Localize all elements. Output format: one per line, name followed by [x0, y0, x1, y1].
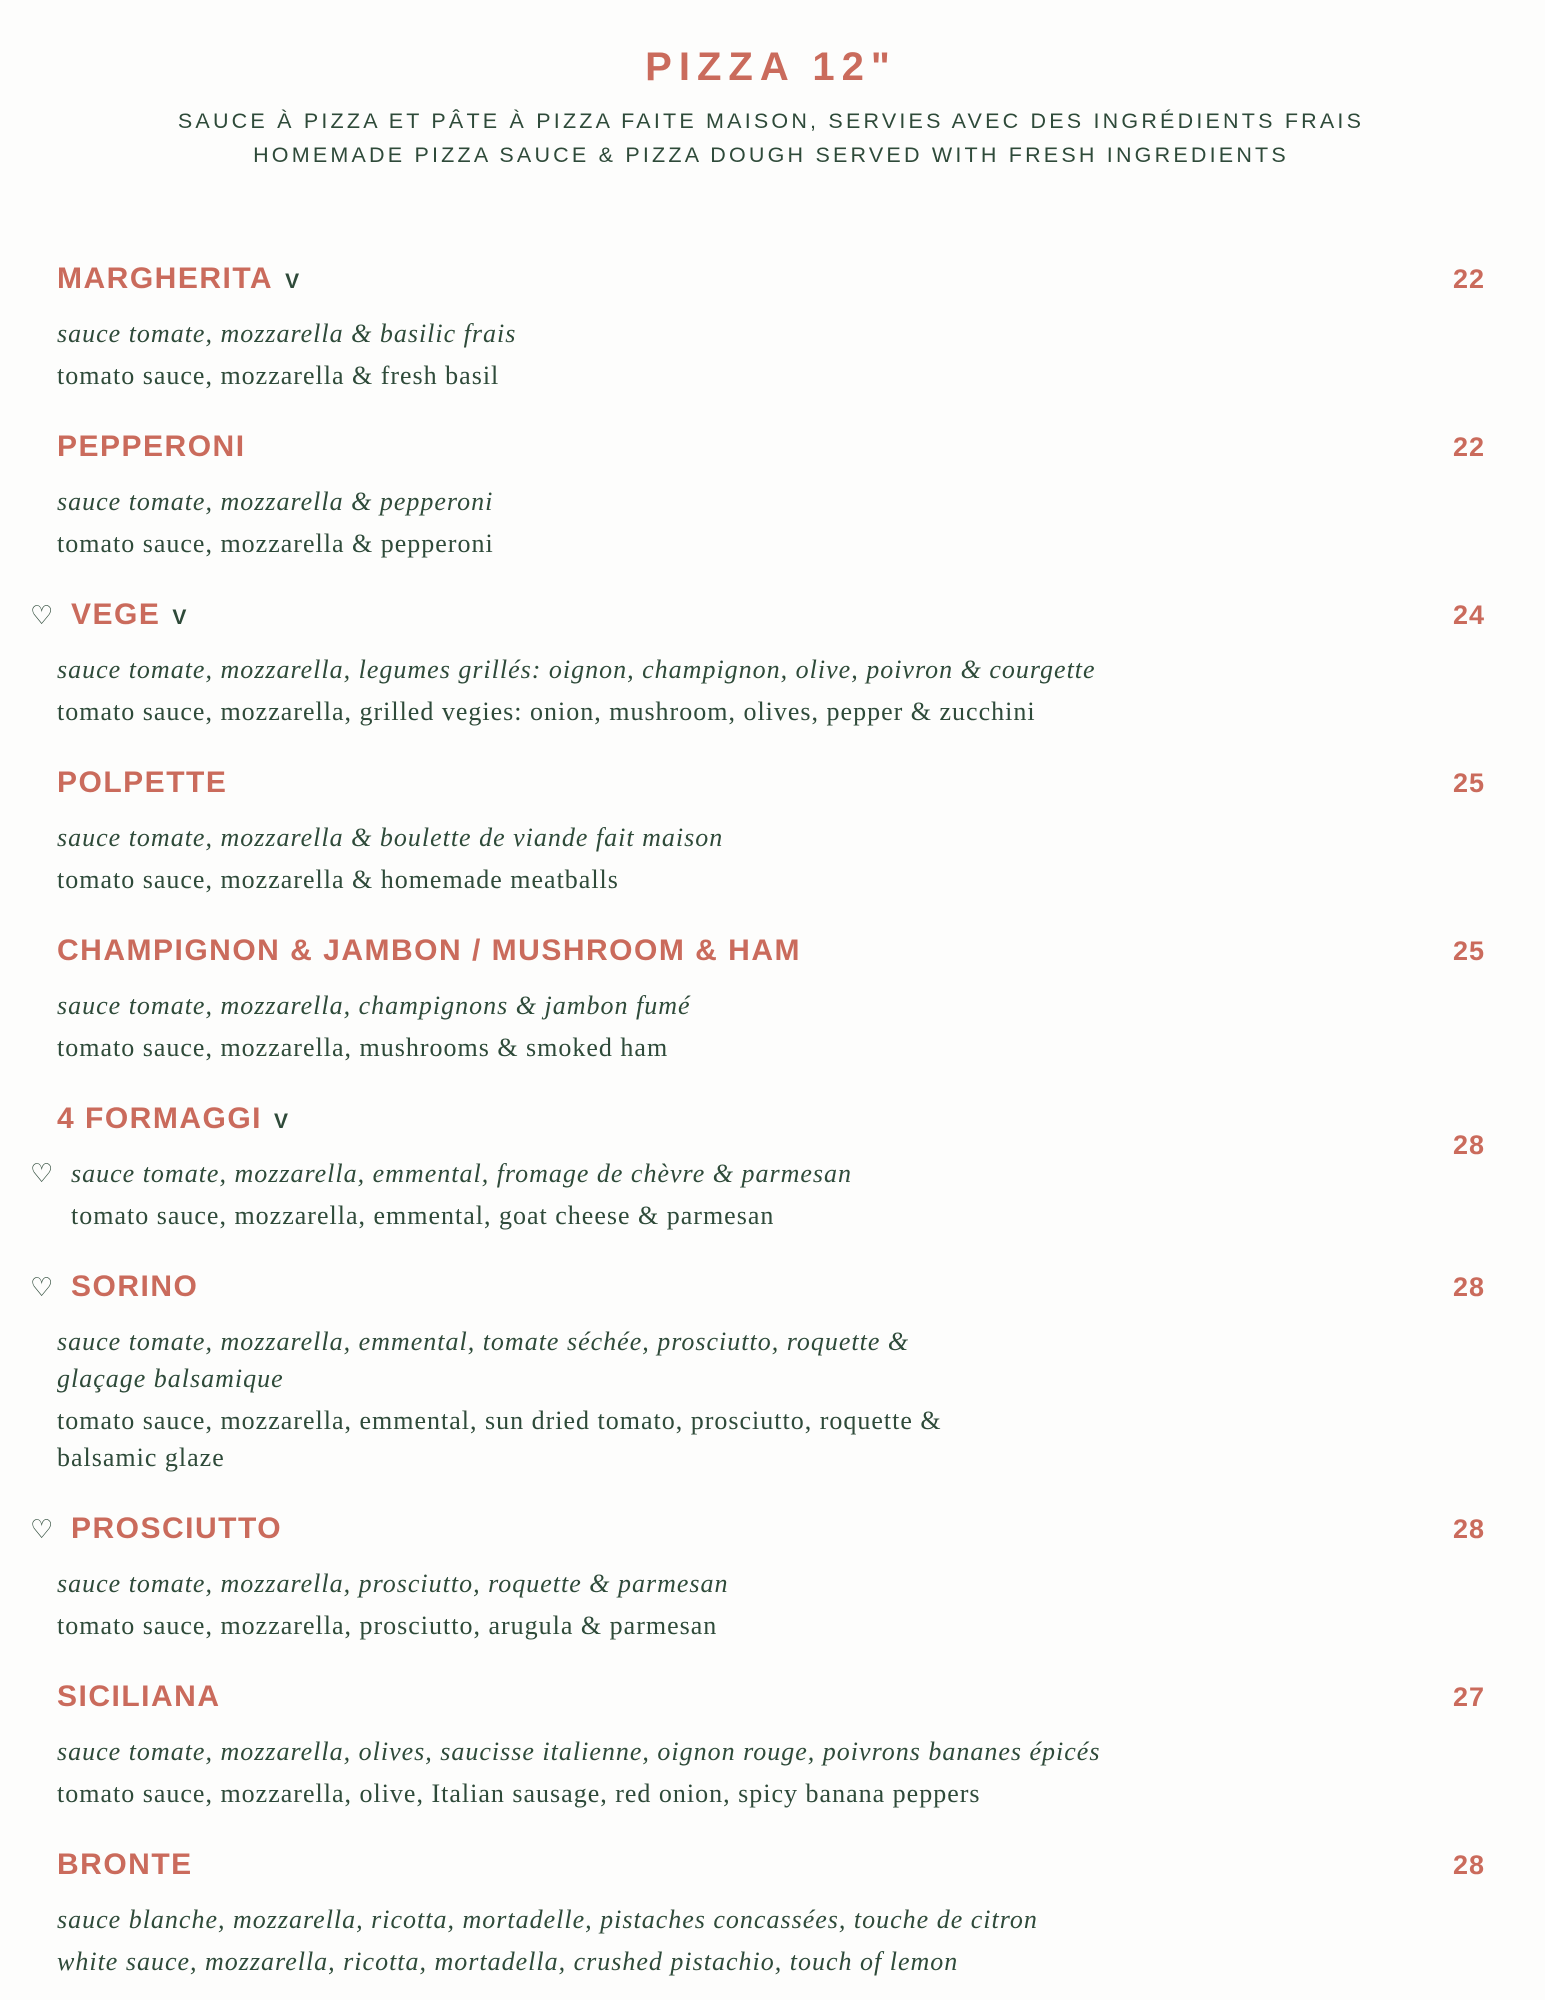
- item-name: BRONTE: [57, 1848, 193, 1881]
- item-name: SICILIANA: [57, 1680, 221, 1713]
- item-description-en: tomato sauce, mozzarella & homemade meatballs: [57, 865, 619, 894]
- item-name: 4 FORMAGGI: [57, 1102, 263, 1135]
- item-description-fr-line2: glaçage balsamique: [57, 1364, 284, 1393]
- item-name: POLPETTE: [57, 766, 228, 799]
- item-description-fr: sauce tomate, mozzarella & boulette de viande fait maison: [57, 823, 724, 852]
- item-description-fr: [30, 1155, 1271, 1192]
- item-title-row: [57, 934, 1485, 973]
- menu-item-vege: [30, 598, 1485, 730]
- item-description-fr: sauce tomate, mozzarella, olives, saucisse italienne, oignon rouge, poivrons bananes épicés: [57, 1737, 1101, 1766]
- item-description-en: tomato sauce, mozzarella, prosciutto, arugula & parmesan: [57, 1611, 718, 1640]
- subtitle-english: HOMEMADE PIZZA SAUCE & PIZZA DOUGH SERVED WITH FRESH INGREDIENTS: [253, 143, 1289, 167]
- menu-item-pepperoni: [57, 430, 1485, 562]
- menu-item-polpette: [57, 766, 1485, 898]
- menu-item-margherita: [57, 262, 1485, 394]
- item-price: 24: [1452, 600, 1485, 630]
- item-name: SORINO: [71, 1270, 199, 1303]
- item-price: 25: [1452, 936, 1485, 966]
- item-price: 27: [1452, 1682, 1485, 1712]
- item-description-en: [57, 1402, 1257, 1476]
- menu-item-champignon-jambon: [57, 934, 1485, 1066]
- item-title-row: [30, 1512, 1485, 1551]
- item-description-fr: sauce tomate, mozzarella, champignons & jambon fumé: [57, 991, 691, 1020]
- item-name: MARGHERITA: [57, 262, 274, 295]
- vegetarian-icon: V: [172, 606, 188, 629]
- item-price: 25: [1452, 768, 1485, 798]
- item-name: VEGE: [71, 598, 161, 631]
- item-title-row: [57, 430, 1485, 469]
- menu-item-prosciutto: [30, 1512, 1485, 1644]
- menu-item-sorino: [30, 1270, 1485, 1476]
- favorite-heart-icon: ♡: [30, 601, 54, 631]
- item-description-en-line1: tomato sauce, mozzarella, emmental, sun dried tomato, prosciutto, roquette &: [57, 1406, 942, 1435]
- vegetarian-icon: V: [285, 270, 301, 293]
- item-title-row: [30, 598, 1485, 637]
- item-description-en: tomato sauce, mozzarella, grilled vegies: onion, mushroom, olives, pepper & zucchini: [57, 697, 1036, 726]
- item-description-fr: sauce tomate, mozzarella, prosciutto, roquette & parmesan: [57, 1569, 729, 1598]
- item-description-en: tomato sauce, mozzarella & pepperoni: [57, 529, 494, 558]
- page-title: PIZZA 12": [645, 45, 897, 89]
- item-price: 28: [1452, 1514, 1485, 1544]
- item-price: 28: [1452, 1130, 1485, 1160]
- item-name: PROSCIUTTO: [71, 1512, 283, 1545]
- item-description-fr: sauce tomate, mozzarella & basilic frais: [57, 319, 517, 348]
- item-name: PEPPERONI: [57, 430, 246, 463]
- menu-item-siciliana: [57, 1680, 1485, 1812]
- item-description-fr: sauce tomate, mozzarella & pepperoni: [57, 487, 494, 516]
- item-description-fr: [57, 1323, 1257, 1397]
- item-title-row: [57, 1680, 1485, 1719]
- menu-items: [30, 262, 1485, 1980]
- menu-subtitle: [57, 104, 1485, 172]
- item-price: 22: [1452, 432, 1485, 462]
- item-price: 22: [1452, 264, 1485, 294]
- menu-item-bronte: [57, 1848, 1485, 1980]
- item-price: 28: [1452, 1850, 1485, 1880]
- item-description-en: tomato sauce, mozzarella, olive, Italian sausage, red onion, spicy banana peppers: [57, 1779, 981, 1808]
- item-description-fr: sauce blanche, mozzarella, ricotta, mortadelle, pistaches concassées, touche de citron: [57, 1905, 1038, 1934]
- item-price: 28: [1452, 1272, 1485, 1302]
- menu-item-4-formaggi: [30, 1102, 1485, 1234]
- vegetarian-icon: V: [274, 1110, 290, 1133]
- favorite-heart-icon: ♡: [30, 1159, 55, 1189]
- item-name: CHAMPIGNON & JAMBON / MUSHROOM & HAM: [57, 934, 801, 967]
- favorite-heart-icon: ♡: [30, 1273, 54, 1303]
- item-description-fr-line1: sauce tomate, mozzarella, emmental, tomate séchée, prosciutto, roquette &: [57, 1327, 910, 1356]
- subtitle-french: SAUCE À PIZZA ET PÂTE À PIZZA FAITE MAISON, SERVIES AVEC DES INGRÉDIENTS FRAIS: [177, 109, 1365, 133]
- item-description-en: white sauce, mozzarella, ricotta, mortadella, crushed pistachio, touch of lemon: [57, 1947, 959, 1976]
- item-description-en: tomato sauce, mozzarella & fresh basil: [57, 361, 500, 390]
- item-description-en: tomato sauce, mozzarella, mushrooms & smoked ham: [57, 1033, 669, 1062]
- item-title-row: [57, 766, 1485, 805]
- item-title-row: [57, 262, 1485, 301]
- item-title-row: [57, 1848, 1485, 1887]
- item-description-en: tomato sauce, mozzarella, emmental, goat cheese & parmesan: [71, 1201, 775, 1230]
- item-description-fr-text: sauce tomate, mozzarella, emmental, fromage de chèvre & parmesan: [71, 1159, 853, 1188]
- item-description-fr: sauce tomate, mozzarella, legumes grillés: oignon, champignon, olive, poivron & courgette: [57, 655, 1096, 684]
- item-title-row: [57, 1102, 1485, 1141]
- menu-header: [57, 44, 1485, 172]
- favorite-heart-icon: ♡: [30, 1515, 54, 1545]
- item-title-row: [30, 1270, 1485, 1309]
- item-description-en-line2: balsamic glaze: [57, 1443, 225, 1472]
